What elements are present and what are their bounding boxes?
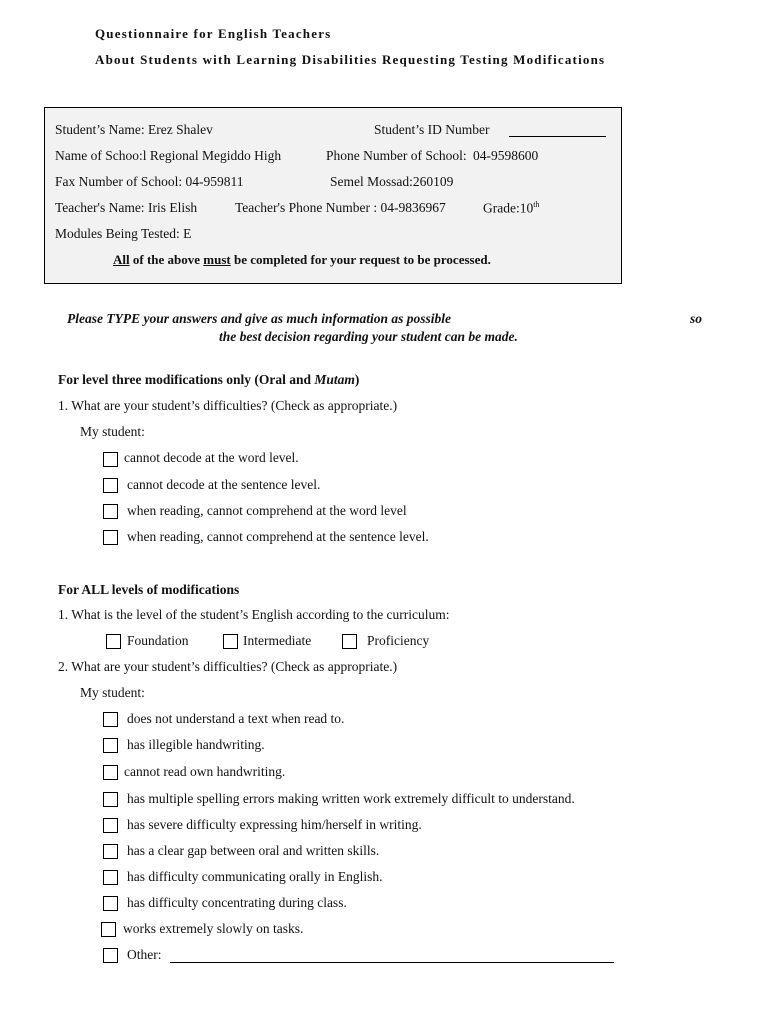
- fax-value[interactable]: 04-959811: [185, 174, 244, 189]
- required-must: must: [203, 252, 231, 267]
- instructions-line1: Please TYPE your answers and give as much information as possible: [67, 311, 452, 326]
- grade-value[interactable]: 10: [519, 200, 534, 216]
- student-id-field[interactable]: [509, 136, 606, 137]
- grade-label: Grade:: [483, 200, 520, 216]
- student-id-label: Student’s ID Number: [374, 122, 490, 137]
- teacher-phone-row: [235, 200, 446, 216]
- level-foundation-checkbox[interactable]: [106, 634, 121, 649]
- all-levels-option-1: does not understand a text when read to.: [127, 711, 345, 726]
- all-levels-checkbox-3[interactable]: [103, 765, 118, 780]
- all-levels-checkbox-5[interactable]: [103, 818, 118, 833]
- all-levels-checkbox-7[interactable]: [103, 870, 118, 885]
- all-levels-option-7: has difficulty communicating orally in English.: [127, 869, 383, 884]
- student-id-row: [374, 122, 490, 138]
- school-row: [55, 148, 281, 164]
- required-end: be completed for your request to be processed.: [230, 252, 491, 267]
- all-levels-checkbox-10[interactable]: [103, 948, 118, 963]
- modules-label: Modules Being Tested:: [55, 226, 180, 241]
- all-levels-heading: For ALL levels of modifications: [58, 582, 240, 597]
- level-three-question-1: 1. What are your student’s difficulties? (Check as appropriate.): [58, 398, 398, 413]
- all-levels-checkbox-6[interactable]: [103, 844, 118, 859]
- level-three-heading-mutam: Mutam: [314, 372, 355, 387]
- semel-value[interactable]: 260109: [412, 174, 454, 189]
- required-mid: of the above: [129, 252, 204, 267]
- page-title: Questionnaire for English Teachers: [95, 26, 332, 41]
- all-levels-option-5: has severe difficulty expressing him/herself in writing.: [127, 817, 422, 832]
- student-name-label: Student’s Name:: [55, 122, 145, 137]
- school-label: Name of Schoo:l: [55, 148, 147, 163]
- level-three-heading-pre: For level three modifications only (Oral and: [58, 372, 315, 387]
- all-levels-question-1: 1. What is the level of the student’s English according to the curriculum:: [58, 607, 450, 622]
- level-three-checkbox-4[interactable]: [103, 530, 118, 545]
- all-levels-checkbox-1[interactable]: [103, 712, 118, 727]
- school-phone-label: Phone Number of School:: [326, 148, 467, 163]
- level-three-heading-post: ): [354, 372, 360, 387]
- semel-row: [330, 174, 453, 190]
- teacher-phone-value[interactable]: 04-9836967: [380, 200, 446, 215]
- all-levels-checkbox-9[interactable]: [101, 922, 116, 937]
- level-three-checkbox-1[interactable]: [103, 452, 118, 467]
- all-levels-checkbox-4[interactable]: [103, 792, 118, 807]
- instructions-line1-end: so: [690, 311, 703, 326]
- required-note: [113, 252, 491, 268]
- student-name-row: [55, 122, 213, 138]
- level-three-heading: [58, 372, 359, 388]
- school-value[interactable]: Regional Megiddo High: [149, 148, 282, 163]
- school-phone-row: [326, 148, 538, 164]
- fax-row: [55, 174, 244, 190]
- level-intermediate-label: Intermediate: [243, 633, 312, 648]
- all-levels-option-10: Other:: [127, 947, 162, 962]
- all-levels-checkbox-2[interactable]: [103, 738, 118, 753]
- level-three-option-3: when reading, cannot comprehend at the word level: [127, 503, 407, 518]
- teacher-value[interactable]: Iris Elish: [147, 200, 198, 215]
- page-subtitle: About Students with Learning Disabilities Requesting Testing Modifications: [95, 52, 606, 67]
- all-levels-option-4: has multiple spelling errors making written work extremely difficult to understand.: [127, 791, 575, 806]
- level-proficiency-checkbox[interactable]: [342, 634, 357, 649]
- all-levels-option-9: works extremely slowly on tasks.: [123, 921, 304, 936]
- all-levels-checkbox-8[interactable]: [103, 896, 118, 911]
- level-three-my-student: My student:: [80, 424, 145, 439]
- teacher-phone-label: Teacher's Phone Number :: [235, 200, 378, 215]
- level-three-checkbox-2[interactable]: [103, 478, 118, 493]
- all-levels-option-6: has a clear gap between oral and written skills.: [127, 843, 380, 858]
- grade-suffix: th: [533, 200, 540, 209]
- all-levels-option-8: has difficulty concentrating during class.: [127, 895, 347, 910]
- modules-value[interactable]: E: [183, 226, 192, 241]
- level-proficiency-label: Proficiency: [367, 633, 430, 648]
- level-foundation-label: Foundation: [127, 633, 189, 648]
- student-name-value[interactable]: Erez Shalev: [148, 122, 213, 137]
- grade-row: [483, 200, 539, 217]
- level-intermediate-checkbox[interactable]: [223, 634, 238, 649]
- fax-label: Fax Number of School:: [55, 174, 183, 189]
- required-all: All: [113, 252, 130, 267]
- semel-label: Semel Mossad:: [330, 174, 413, 189]
- level-three-option-4: when reading, cannot comprehend at the sentence level.: [127, 529, 429, 544]
- modules-row: [55, 226, 191, 242]
- teacher-label: Teacher's Name:: [55, 200, 145, 215]
- other-text-field[interactable]: [170, 962, 614, 963]
- instructions-line2: the best decision regarding your student can be made.: [219, 329, 518, 344]
- all-levels-question-2: 2. What are your student’s difficulties? (Check as appropriate.): [58, 659, 398, 674]
- all-levels-option-2: has illegible handwriting.: [127, 737, 265, 752]
- level-three-option-1: cannot decode at the word level.: [124, 450, 299, 465]
- level-three-checkbox-3[interactable]: [103, 504, 118, 519]
- level-three-option-2: cannot decode at the sentence level.: [127, 477, 321, 492]
- teacher-row: [55, 200, 197, 216]
- school-phone-value[interactable]: 04-9598600: [473, 148, 539, 163]
- all-levels-option-3: cannot read own handwriting.: [124, 764, 286, 779]
- all-levels-my-student: My student:: [80, 685, 145, 700]
